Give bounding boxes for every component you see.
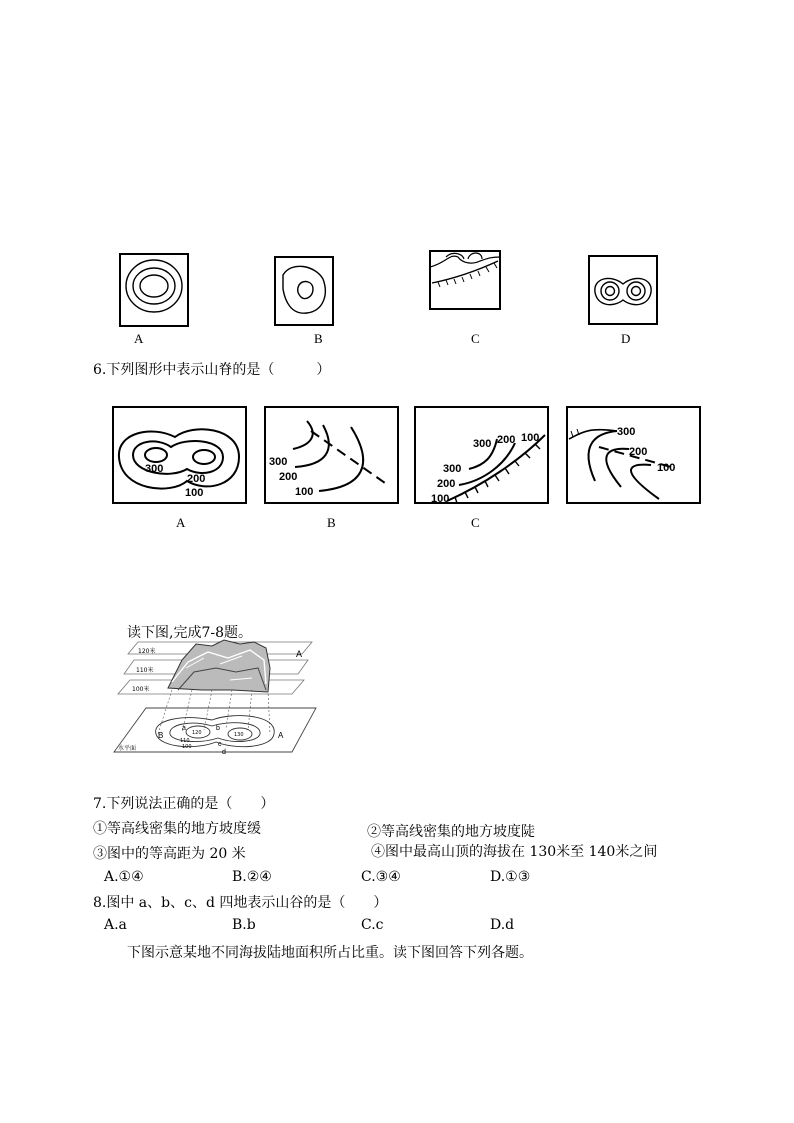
q6-figure-b <box>263 405 400 505</box>
q6a-num-100: 100 <box>185 487 204 499</box>
q6c-num-100b: 100 <box>431 493 450 505</box>
level-label-100: 100米 <box>132 686 150 693</box>
q5-figure-a <box>118 252 190 328</box>
q5-label-c: C <box>471 331 480 346</box>
q5-label-d: D <box>621 331 631 346</box>
point-label-c: c <box>218 741 222 748</box>
q6c-num-300a: 300 <box>473 438 492 450</box>
q8-option-c: C.c <box>361 917 384 933</box>
q6c-num-200a: 200 <box>497 434 516 446</box>
q5-figure-c <box>428 249 502 311</box>
point-label-b: b <box>216 725 220 732</box>
contour-num-100: 100 <box>182 744 192 750</box>
level-label-110: 110米 <box>136 667 154 674</box>
q5-figure-d <box>587 254 659 326</box>
q7-statement-3: ③图中的等高距为 20 米 <box>93 846 246 862</box>
q8-option-b: B.b <box>232 917 256 933</box>
q7-question: 7.下列说法正确的是（ ） <box>93 796 275 812</box>
q6-question: 6.下列图形中表示山脊的是（ ） <box>93 362 331 378</box>
q6c-num-200b: 200 <box>437 478 456 490</box>
q6a-num-200: 200 <box>187 473 206 485</box>
q6-label-a: A <box>176 515 186 530</box>
level-label-120: 120米 <box>138 648 156 655</box>
q8-option-a: A.a <box>104 917 127 933</box>
q6-label-b: B <box>327 515 336 530</box>
q6d-num-200: 200 <box>629 446 648 458</box>
q6d-num-300: 300 <box>617 426 636 438</box>
q8-question: 8.图中 a、b、c、d 四地表示山谷的是（ ） <box>93 895 388 911</box>
q6d-num-100: 100 <box>657 462 676 474</box>
point-label-a-upper: A <box>278 731 284 740</box>
q6b-num-100: 100 <box>295 486 314 498</box>
q5-label-b: B <box>314 331 323 346</box>
q7-option-d: D.①③ <box>490 869 531 885</box>
q6b-num-200: 200 <box>279 471 298 483</box>
point-label-d: d <box>222 749 226 754</box>
intro-7-8: 读下图,完成7-8题。 <box>127 625 252 641</box>
q6-figure-a <box>111 405 248 505</box>
q6-figure-c <box>413 405 550 505</box>
q6c-num-300b: 300 <box>443 463 462 475</box>
q6-label-c: C <box>471 515 480 530</box>
contour-num-130: 130 <box>234 732 244 738</box>
q5-figure-b <box>273 255 335 327</box>
contour-num-120: 120 <box>192 730 202 736</box>
q7-statement-2: ②等高线密集的地方坡度陡 <box>367 824 535 840</box>
q7-option-b: B.②④ <box>232 869 272 885</box>
q6-figure-d <box>565 405 702 505</box>
q8-option-d: D.d <box>490 917 515 933</box>
q6a-num-300: 300 <box>145 463 164 475</box>
contour-num-110: 110 <box>180 738 190 744</box>
block-diagram <box>112 638 322 754</box>
closing-instruction: 下图示意某地不同海拔陆地面积所占比重。读下图回答下列各题。 <box>127 945 533 961</box>
q6b-num-300: 300 <box>269 456 288 468</box>
q7-option-c: C.③④ <box>361 869 401 885</box>
q7-statement-1: ①等高线密集的地方坡度缓 <box>93 821 261 837</box>
q5-label-a: A <box>134 331 144 346</box>
ground-label: 水平面 <box>118 745 137 752</box>
q7-option-a: A.①④ <box>104 869 144 885</box>
point-label-a: a <box>182 725 186 732</box>
side-label-a: A <box>296 649 303 659</box>
point-label-b-upper: B <box>158 731 164 740</box>
q7-statement-4: ④图中最高山顶的海拔在 130米至 140米之间 <box>371 844 658 860</box>
q6c-num-100a: 100 <box>521 432 540 444</box>
